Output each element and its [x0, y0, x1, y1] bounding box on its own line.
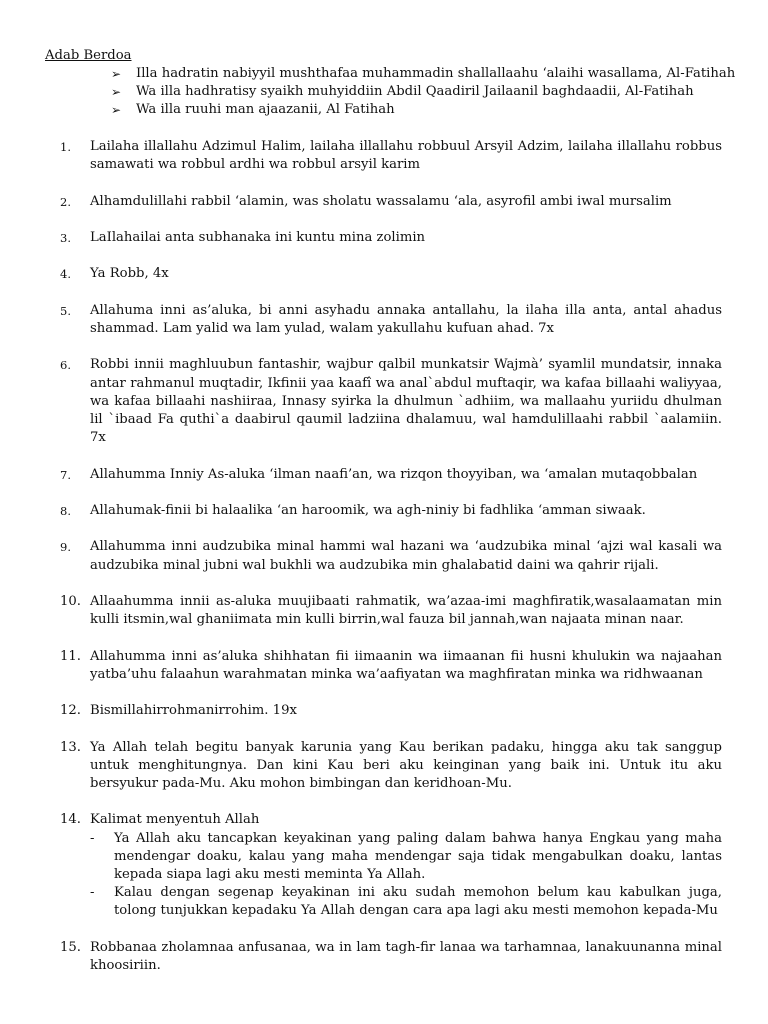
arrow-bullet-icon: ➢	[111, 67, 122, 81]
list-item	[60, 302, 722, 338]
list-item	[60, 593, 722, 629]
item-text: Alhamdulillahi rabbil ‘alamin, was sholatu wassalamu ‘ala, asyrofil ambi iwal mursalim	[90, 193, 672, 209]
intro-item-text: Wa illa ruuhi man ajaazanii, Al Fatihah	[136, 102, 395, 118]
list-item	[60, 466, 722, 484]
sub-list	[90, 830, 722, 921]
item-text: Allahumma inni as’aluka shihhatan fii iimaanin wa iimaanan fii husni khulukin wa najaahan yatba’uhu falaahun warahmatan minka wa’aafiyatan wa maghfiratan minka wa ridhwaanan	[90, 648, 722, 682]
intro-item	[111, 83, 731, 101]
item-text: LaIlahailai anta subhanaka ini kuntu mina zolimin	[90, 229, 426, 245]
item-text: Bismillahirrohmanirrohim. 19x	[90, 703, 297, 719]
item-number: 10.	[60, 593, 81, 609]
item-text: Allahumak-finii bi halaalika ‘an haroomik, wa agh-niniy bi fadhlika ‘amman siwaak.	[90, 502, 646, 518]
list-item	[60, 648, 722, 684]
intro-item-text: Illa hadratin nabiyyil mushthafaa muhammadin shallallaahu ‘alaihi wasallama, Al-Fatihah	[136, 66, 736, 81]
sub-item-text: Kalau dengan segenap keyakinan ini aku sudah memohon belum kau kabulkan juga, tolong tunjukkan kepadaku Ya Allah dengan cara apa lagi aku mesti memohon kepada-Mu	[114, 885, 722, 919]
intro-item	[111, 65, 736, 83]
item-number: 4.	[60, 267, 71, 282]
item-text: Ya Robb, 4x	[90, 266, 169, 282]
item-number: 1.	[60, 140, 71, 154]
list-item	[60, 702, 722, 720]
list-item	[60, 265, 722, 283]
item-number: 3.	[60, 230, 71, 245]
list-item	[60, 538, 722, 574]
list-item	[60, 502, 722, 520]
dash-bullet-icon: -	[90, 830, 95, 846]
item-text: Ya Allah telah begitu banyak karunia yang Kau berikan padaku, hingga aku tak sanggup untuk menghitungnya. Dan kini Kau beri aku keinginan yang baik ini. Untuk itu aku bersyukur pada-Mu. Aku mohon bimbingan dan keridhoan-Mu.	[90, 739, 722, 791]
item-number: 7.	[60, 467, 71, 482]
list-item	[60, 739, 722, 794]
item-number: 14.	[60, 812, 81, 828]
sub-item-text: Ya Allah aku tancapkan keyakinan yang paling dalam bahwa hanya Engkau yang maha mendengar doaku, kalau yang maha mendengar saja tidak mengabulkan doaku, lantas kepada siapa lagi aku mesti meminta Ya Allah.	[114, 830, 722, 882]
list-item	[60, 138, 722, 174]
item-number: 6.	[60, 358, 71, 373]
intro-item-text: Wa illa hadhratisy syaikh muhyiddiin Abdil Qaadiril Jailaanil baghdaadii, Al-Fatihah	[136, 84, 694, 100]
item-number: 13.	[60, 739, 81, 755]
item-number: 9.	[60, 540, 71, 555]
item-number: 15.	[60, 939, 81, 955]
intro-item	[111, 101, 731, 119]
intro-list	[111, 65, 736, 120]
item-number: 8.	[60, 503, 71, 518]
item-text: Lailaha illallahu Adzimul Halim, lailaha illallahu robbuul Arsyil Adzim, lailaha illallahu robbus samawati wa robbul ardhi wa robbul arsyil karim	[90, 139, 722, 173]
item-number: 12.	[60, 703, 81, 719]
item-text: Allaahumma innii as-aluka muujibaati rahmatik, wa’azaa-imi maghfiratik,wasalaamatan min kulli itsmin,wal ghaniimata min kulli birrin,wal fauza bil jannah,wan najaata minan naar.	[90, 593, 722, 628]
document-title: Adab Berdoa	[45, 48, 132, 63]
sub-list-item	[90, 884, 722, 920]
item-text: Allahumma Inniy As-aluka ‘ilman naafi’an, wa rizqon thoyyiban, wa ‘amalan mutaqobbalan	[90, 466, 698, 482]
item-number: 5.	[60, 303, 71, 318]
prayer-list	[60, 138, 722, 993]
item-text: Kalimat menyentuh Allah	[90, 812, 260, 828]
arrow-bullet-icon: ➢	[111, 85, 122, 100]
list-item	[60, 939, 722, 975]
item-text: Allahumma inni audzubika minal hammi wal hazani wa ‘audzubika minal ‘ajzi wal kasali wa audzubika minal jubni wal bukhli wa audzubika min ghalabatid daini wa qahrir rijali.	[90, 539, 722, 573]
item-text: Robbanaa zholamnaa anfusanaa, wa in lam tagh-fir lanaa wa tarhamnaa, lanakuunanna minal khoosiriin.	[90, 939, 722, 973]
item-number: 2.	[60, 194, 71, 209]
item-number: 11.	[60, 648, 81, 664]
dash-bullet-icon: -	[90, 885, 95, 901]
item-text: Allahuma inni as’aluka, bi anni asyhadu annaka antallahu, la ilaha illa anta, antal ahadus shammad. Lam yalid wa lam yulad, walam yakullahu kufuan ahad. 7x	[90, 302, 722, 336]
sub-list-item	[90, 830, 722, 885]
item-text: Robbi innii maghluubun fantashir, wajbur qalbil munkatsir Wajmà’ syamlil mundatsir, innaka antar rahmanul muqtadir, Ikfinii yaa kaafî wa anal`abdul muftaqir, wa kafaa billaahi waliyyaa, wa kafaa billaahi nashiiraa, Innasy syirka la dhulmun `adhiim, wa mallaahu yuriidu dhulman lil `ibaad Fa quthi`a daabirul qaumil ladziina dhalamuu, wal hamdulillaahi rabbil `aalamiin. 7x	[90, 357, 722, 446]
list-item	[60, 229, 722, 247]
list-item	[60, 356, 722, 447]
list-item	[60, 193, 722, 211]
list-item	[60, 811, 722, 920]
arrow-bullet-icon: ➢	[111, 103, 122, 118]
